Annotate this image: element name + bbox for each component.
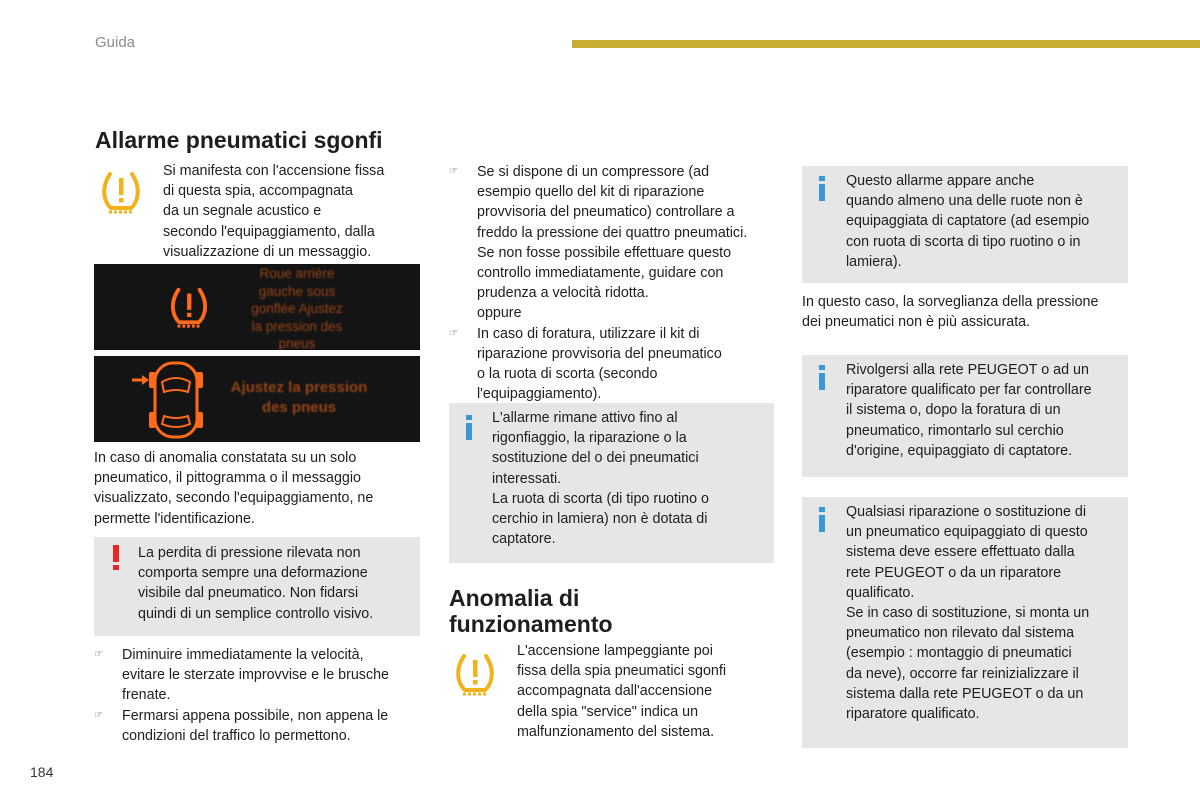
info-icon: [818, 507, 826, 532]
anomaly-identification-text: In caso di anomalia constatata su un solo pneumatico, il pittogramma o il messaggio visualizzato, secondo l'equipaggiamento, ne permette l'identificazione.: [94, 450, 374, 527]
warning-note-text: La perdita di pressione rilevata non comporta sempre una deformazione visibile dal pneumatico. Non fidarsi quindi di un semplice controllo visivo.: [138, 545, 374, 622]
info-icon: [818, 176, 826, 201]
info-note-text: Rivolgersi alla rete PEUGEOT o ad un riparatore qualificato per far controllare il sistema o, dopo la foratura di un pneumatico, rimontarlo sul cerchio d'origine, equipaggiato di captatore.: [846, 362, 1092, 459]
list-item-text: Se si dispone di un compressore (ad esempio quello del kit di riparazione provvisoria del pneumatico) controllare a freddo la pressione dei quattro pneumatici. Se non fosse possibile effettuare questo controllo immediatamente, guidare con prudenza a velocità ridotta. oppure: [477, 164, 748, 322]
info-note-box: [802, 355, 1128, 477]
info-note-text: Qualsiasi riparazione o sostituzione di un pneumatico equipaggiato di questo sistema deve essere effettuato dalla rete PEUGEOT o da un riparatore qualificato. Se in caso di sostituzione, si monta un pneumatico non rilevato dal sistema (esempio : montaggio di pneumatici da neve), occorre far reinizializzare il sistema dalla rete PEUGEOT o da un riparatore qualificato.: [846, 504, 1090, 723]
info-note-box: [802, 497, 1128, 748]
screen-message-text: Roue arrière gauche sous gonflée Ajustez la pression des pneus: [251, 266, 343, 350]
page-number: 184: [30, 764, 54, 780]
info-note-text: L'allarme rimane attivo fino al rigonfiaggio, la riparazione o la sostituzione del o dei pneumatici interessati. La ruota di scorta (di tipo ruotino o cerchio in lamiera) non è dotata di captatore.: [492, 410, 709, 548]
bullet-arrow-icon: ☞: [449, 166, 458, 177]
info-note-box: [802, 166, 1128, 283]
tyre-pressure-warning-icon: [100, 168, 142, 216]
section-title-malfunction: Anomalia di funzionamento: [449, 585, 613, 637]
info-note-box: [449, 403, 774, 563]
compressor-instructions-list: [449, 162, 779, 404]
screen-adjust-pressure-text: Ajustez la pression des pneus: [230, 379, 368, 416]
list-item: [94, 706, 424, 746]
list-item-text: Diminuire immediatamente la velocità, evitare le sterzate improvvise e le brusche frenate.: [122, 647, 389, 704]
running-header: Guida: [95, 34, 136, 51]
safety-actions-list: [94, 645, 424, 746]
list-item-text: Fermarsi appena possibile, non appena le condizioni del traffico lo permettono.: [122, 707, 389, 744]
monitoring-not-ensured-text: In questo caso, la sorveglianza della pressione dei pneumatici non è più assicurata.: [802, 294, 1099, 331]
tyre-pressure-warning-icon: [454, 650, 496, 698]
info-note-text: Questo allarme appare anche quando almeno una delle ruote non è equipaggiata di captatore (ad esempio con ruota di scorta di tipo ruotino o in lamiera).: [846, 173, 1090, 270]
display-screen-message: [94, 264, 420, 350]
car-top-view-icon: [130, 360, 220, 440]
list-item: [94, 645, 424, 706]
bullet-arrow-icon: ☞: [94, 709, 103, 721]
header-accent-bar: [572, 40, 1200, 48]
bullet-arrow-icon: ☞: [94, 649, 103, 660]
list-item: [449, 162, 779, 324]
display-screen-car-pictogram: [94, 356, 420, 442]
info-icon: [818, 365, 826, 390]
list-item-text: In caso di foratura, utilizzare il kit di riparazione provvisoria del pneumatico o la ruota di scorta (secondo l'equipaggiamento).: [477, 325, 722, 403]
tyre-pressure-warning-icon: [168, 284, 210, 330]
exclamation-warning-icon: [112, 545, 120, 570]
intro-text: Si manifesta con l'accensione fissa di questa spia, accompagnata da un segnale acustico e secondo l'equipaggiamento, dalla visualizzazione di un messaggio.: [163, 163, 385, 260]
warning-note-box: [94, 537, 420, 636]
list-item: [449, 324, 779, 405]
info-icon: [465, 415, 473, 440]
section-title-underinflation: Allarme pneumatici sgonfi: [95, 127, 383, 153]
bullet-arrow-icon: ☞: [449, 327, 458, 339]
malfunction-text: L'accensione lampeggiante poi fissa della spia pneumatici sgonfi accompagnata dall'accensione della spia "service" indica un malfunzionamento del sistema.: [517, 643, 727, 740]
